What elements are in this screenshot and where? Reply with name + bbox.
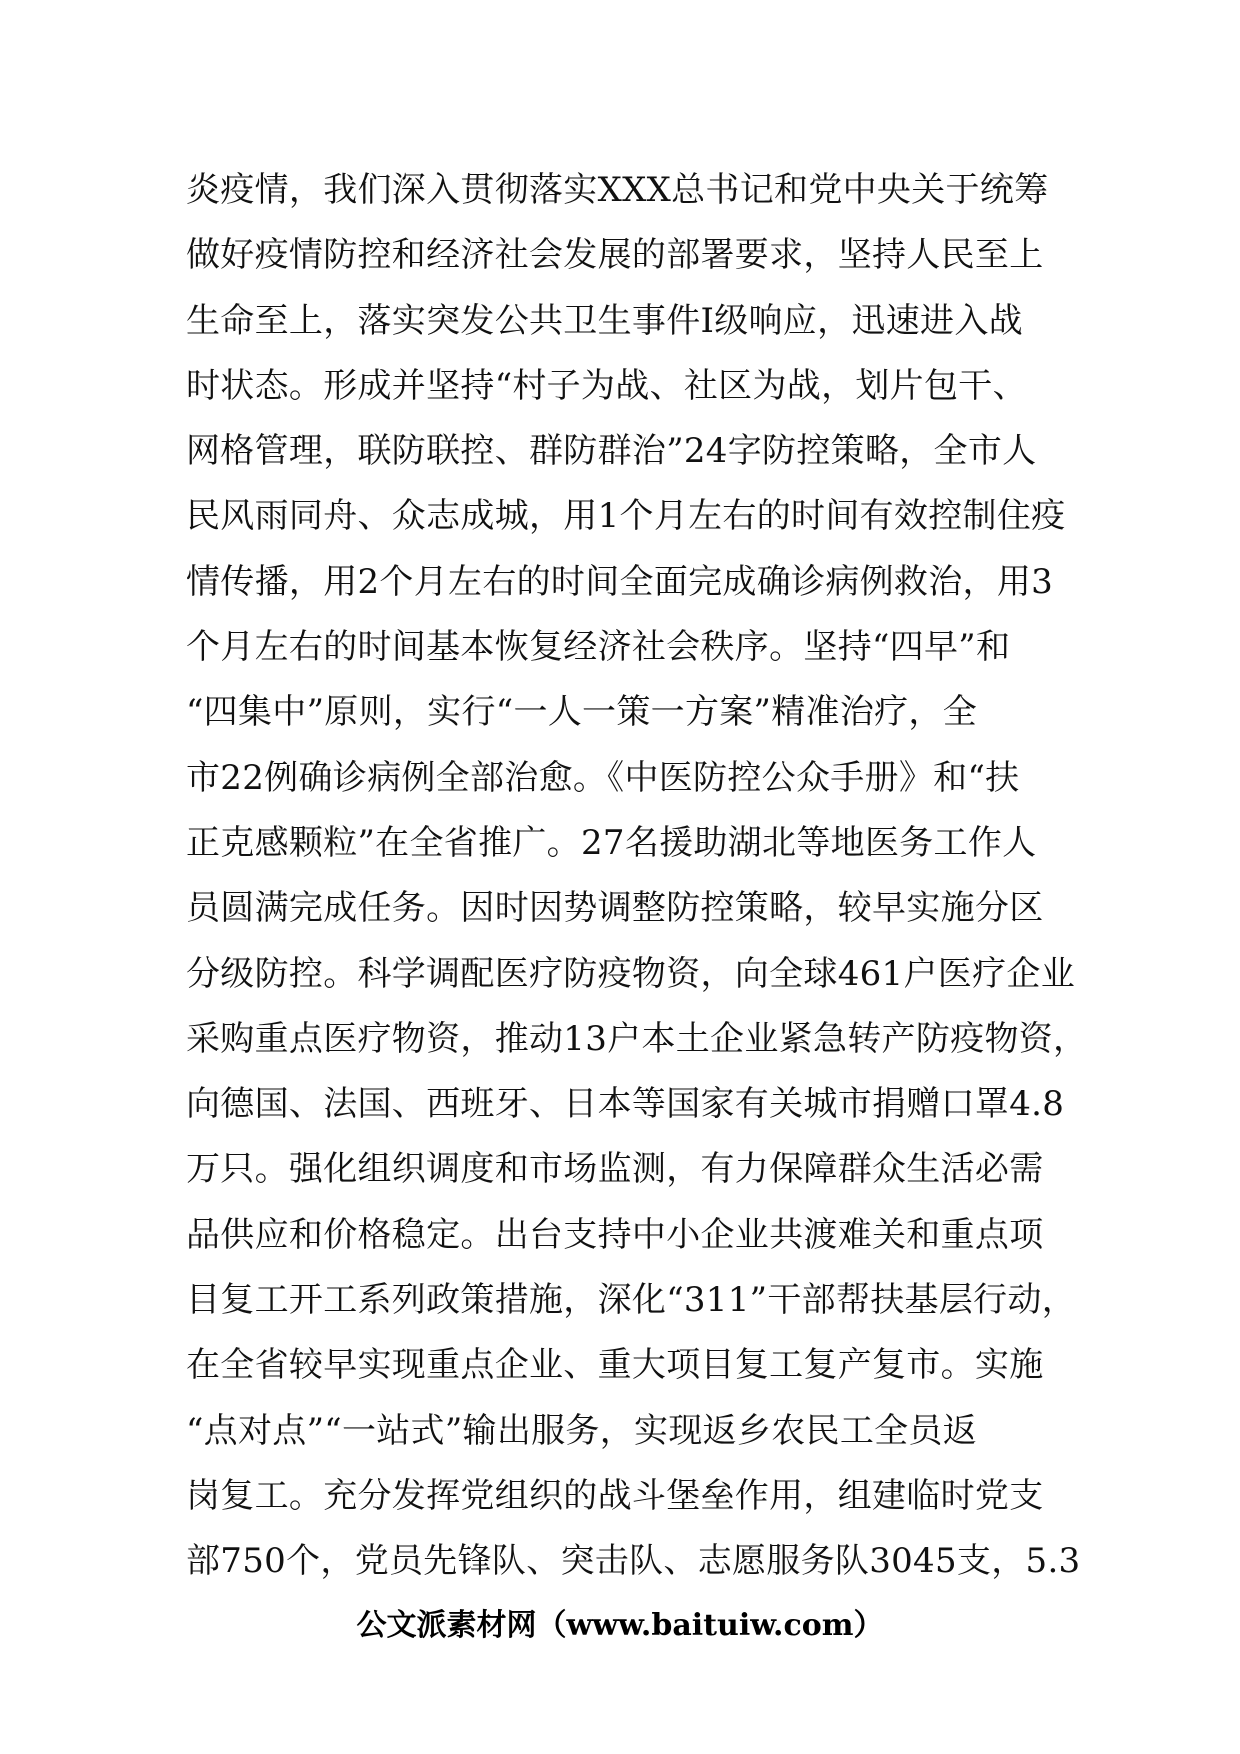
body-text — [186, 158, 1086, 1595]
page-footer-watermark: 公文派素材网（www.baituiw.com） — [356, 1608, 884, 1643]
text-line: 生命至上，落实突发公共卫生事件Ⅰ级响应，迅速进入战 — [186, 300, 1023, 341]
text-line: 目复工开工系列政策措施，深化“311”干部帮扶基层行动， — [186, 1280, 1077, 1321]
text-line: 部750个，党员先锋队、突击队、志愿服务队3045支，5.3 — [186, 1541, 1081, 1582]
text-line: 情传播，用2个月左右的时间全面完成确诊病例救治，用3 — [186, 561, 1054, 602]
text-line: “四集中”原则，实行“一人一策一方案”精准治疗，全 — [186, 692, 978, 733]
text-line: 采购重点医疗物资，推动13户本土企业紧急转产防疫物资， — [186, 1018, 1088, 1059]
text-line: 做好疫情防控和经济社会发展的部署要求，坚持人民至上 — [186, 235, 1044, 276]
text-line: 市22例确诊病例全部治愈。《中医防控公众手册》和“扶 — [186, 757, 1020, 798]
text-line: 向德国、法国、西班牙、日本等国家有关城市捐赠口罩4.8 — [186, 1084, 1065, 1125]
text-line: 网格管理，联防联控、群防群治”24字防控策略，全市人 — [186, 431, 1037, 472]
text-line: 在全省较早实现重点企业、重大项目复工复产复市。实施 — [186, 1345, 1044, 1386]
text-line: 员圆满完成任务。因时因势调整防控策略，较早实施分区 — [186, 888, 1044, 929]
text-line: 品供应和价格稳定。出台支持中小企业共渡难关和重点项 — [186, 1214, 1044, 1255]
text-line: “点对点”“一站式”输出服务，实现返乡农民工全员返 — [186, 1410, 978, 1451]
text-line: 正克感颗粒”在全省推广。27名援助湖北等地医务工作人 — [186, 822, 1037, 863]
text-line: 民风雨同舟、众志成城，用1个月左右的时间有效控制住疫 — [186, 496, 1066, 537]
text-line: 万只。强化组织调度和市场监测，有力保障群众生活必需 — [186, 1149, 1044, 1190]
text-line: 分级防控。科学调配医疗防疫物资，向全球461户医疗企业 — [186, 953, 1075, 994]
text-line: 个月左右的时间基本恢复经济社会秩序。坚持“四早”和 — [186, 627, 1011, 668]
text-line: 炎疫情，我们深入贯彻落实XXX总书记和党中央关于统筹 — [186, 170, 1049, 210]
text-line: 岗复工。充分发挥党组织的战斗堡垒作用，组建临时党支 — [186, 1475, 1044, 1516]
text-line: 时状态。形成并坚持“村子为战、社区为战，划片包干、 — [186, 365, 1027, 406]
